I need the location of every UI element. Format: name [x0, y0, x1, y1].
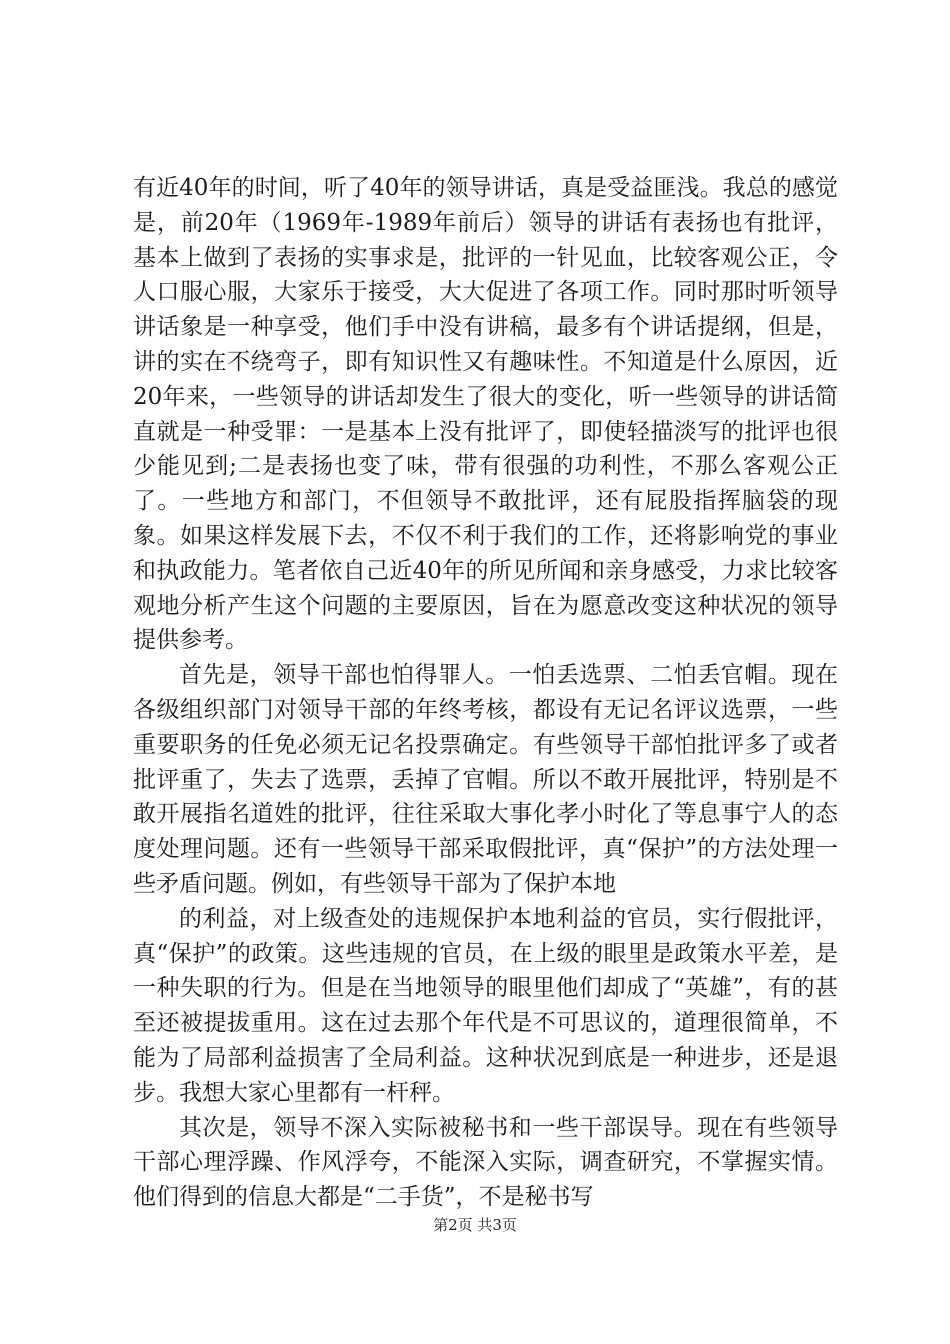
paragraph-2: 首先是，领导干部也怕得罪人。一怕丢选票、二怕丢官帽。现在各级组织部门对领导干部的年终考核，都设有无记名评议选票，一些重要职务的任免必须无记名投票确定。有些领导干部怕批评多了或者批评重了，失去了选票，丢掉了官帽。所以不敢开展批评，特别是不敢开展指名道姓的批评，往往采取大事化孝小时化了等息事宁人的态度处理问题。还有一些领导干部采取假批评，真“保护”的方法处理一些矛盾问题。例如，有些领导干部为了保护本地 [133, 662, 838, 897]
paragraph-4: 其次是，领导不深入实际被秘书和一些干部误导。现在有些领导干部心理浮躁、作风浮夸，不能深入实际，调查研究，不掌握实情。他们得到的信息大都是“二手货”，不是秘书写 [133, 1114, 838, 1211]
paragraph-3: 的利益，对上级查处的违规保护本地利益的官员，实行假批评，真“保护”的政策。这些违规的官员，在上级的眼里是政策水平差，是一种失职的行为。但是在当地领导的眼里他们却成了“英雄”，有的甚至还被提拔重用。这在过去那个年代是不可思议的，道理很简单，不能为了局部利益损害了全局利益。这种状况到底是一种进步，还是退步。我想大家心里都有一杆秤。 [133, 905, 838, 1106]
page-footer: 第2页 共3页 [433, 1216, 517, 1234]
body-text [133, 171, 838, 1215]
paragraph-1: 有近40年的时间，听了40年的领导讲话，真是受益匪浅。我总的感觉是，前20年（1969年-1989年前后）领导的讲话有表扬也有批评，基本上做到了表扬的实事求是，批评的一针见血，比较客观公正，令人口服心服，大家乐于接受，大大促进了各项工作。同时那时听领导讲话象是一种享受，他们手中没有讲稿，最多有个讲话提纲，但是，讲的实在不绕弯子，即有知识性又有趣味性。不知道是什么原因，近20年来，一些领导的讲话却发生了很大的变化，听一些领导的讲话简直就是一种受罪：一是基本上没有批评了，即使轻描淡写的批评也很少能见到;二是表扬也变了味，带有很强的功利性，不那么客观公正了。一些地方和部门，不但领导不敢批评，还有屁股指挥脑袋的现象。如果这样发展下去，不仅不利于我们的工作，还将影响党的事业和执政能力。笔者依自己近40年的所见所闻和亲身感受，力求比较客观地分析产生这个问题的主要原因，旨在为愿意改变这种状况的领导提供参考。 [133, 175, 838, 654]
